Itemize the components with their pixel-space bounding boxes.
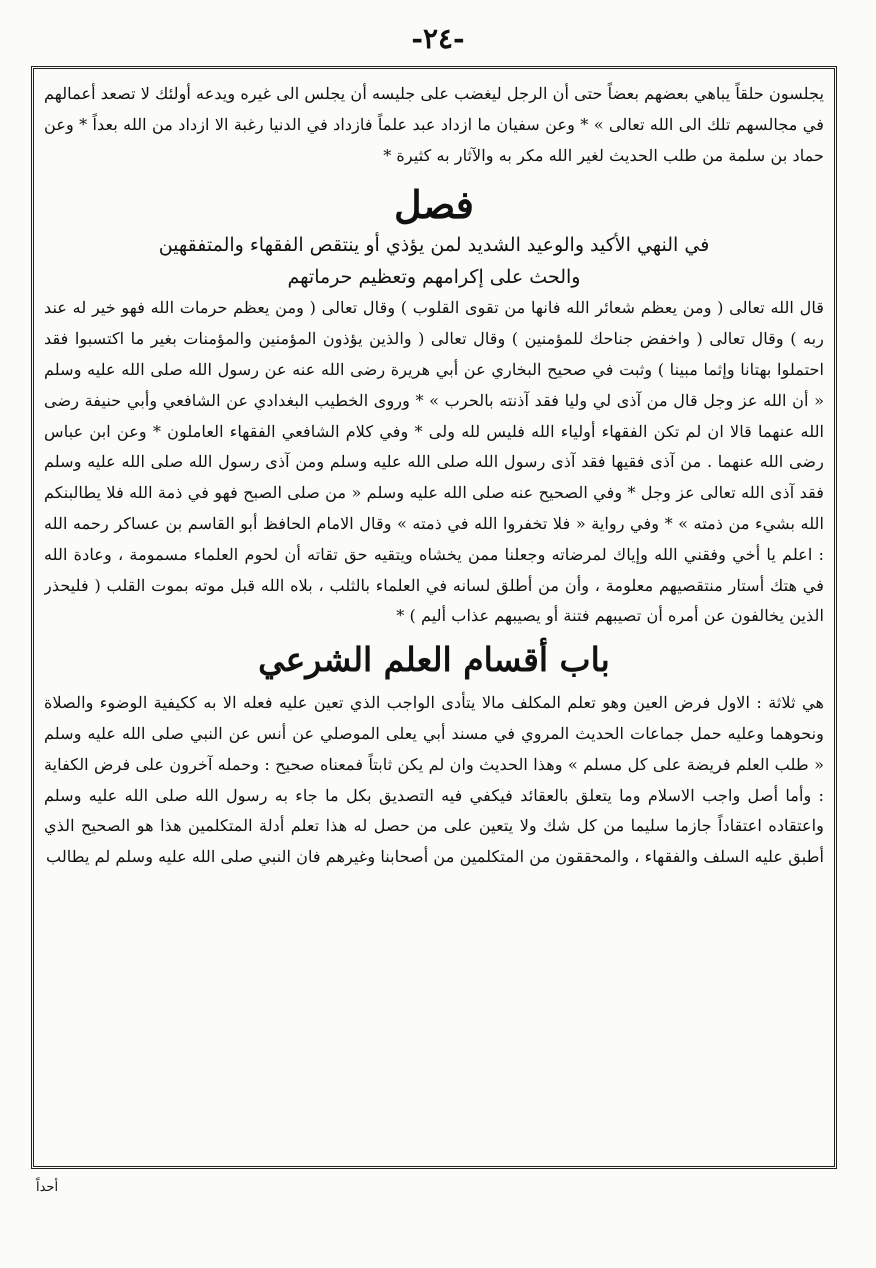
- chapter-heading-bab: باب أقسام العلم الشرعي: [258, 640, 610, 680]
- catchword: أحداً: [36, 1180, 59, 1195]
- section-subheading-1: في النهي الأكيد والوعيد الشديد لمن يؤذي أو ينتقص الفقهاء والمتفقهين: [158, 234, 710, 257]
- section-heading-fasl: فصل: [394, 182, 474, 228]
- paragraph-bab: هي ثلاثة : الاول فرض العين وهو تعلم المكلف مالا يتأدى الواجب الذي تعين عليه فعله الا به ككيفية الوضوء والصلاة ونحوهما وعليه حمل جماعات الحديث المروي في مسند أبي يعلى الموصلي عن أنس عن النبي صلى الله عليه وسلم « طلب العلم فريضة على كل مسلم » وهذا الحديث وان لم يكن ثابتاً فمعناه صحيح : وحمله آخرون على فرض الكفاية : وأما أصل واجب الاسلام وما يتعلق بالعقائد فيكفي فيه التصديق بكل ما جاء به رسول الله صلى الله عليه وسلم واعتقاده اعتقاداً جازما سليما من كل شك ولا يتعين على من حصل له هذا تعلم أدلة المتكلمين هذا هو الصحيح الذي أطبق عليه السلف والفقهاء ، والمحققون من المتكلمين من أصحابنا وغيرهم فان النبي صلى الله عليه وسلم لم يطالب: [44, 693, 824, 867]
- paragraph-main: قال الله تعالى ( ومن يعظم شعائر الله فانها من تقوى القلوب ) وقال تعالى ( ومن يعظم حرمات الله فهو خير له عند ربه ) وقال تعالى ( واخفض جناحك للمؤمنين ) وقال تعالى ( والذين يؤذون المؤمنين والمؤمنات بغير ما اكتسبوا فقد احتملوا بهتانا وإثما مبينا ) وثبت في صحيح البخاري عن أبي هريرة رضى الله عنه عن رسول الله صلى الله عليه وسلم « أن الله عز وجل قال من آذى لي وليا فقد آذنته بالحرب » * وروى الخطيب البغدادي عن الشافعي وأبي حنيفة رضى الله عنهما قالا ان لم تكن الفقهاء أولياء الله فليس لله ولى * وفي كلام الشافعي الفقهاء العاملون * وعن ابن عباس رضى الله عنهما . من آذى فقيها فقد آذى رسول الله صلى الله عليه وسلم ومن آذى رسول الله صلى الله عليه وسلم فقد آذى الله تعالى عز وجل * وفي الصحيح عنه صلى الله عليه وسلم « من صلى الصبح فهو في ذمة الله فلا يطالبنكم الله بشيء من ذمته » * وفي رواية « فلا تخفروا الله في ذمته » وقال الامام الحافظ أبو القاسم بن عساكر رحمه الله : اعلم يا أخي وفقني الله وإياك لمرضاته وجعلنا ممن يخشاه ويتقيه حق تقاته أن لحوم العلماء مسمومة ، وعادة الله في هتك أستار منتقصيهم معلومة ، وأن من أطلق لسانه في العلماء بالثلب ، بلاه الله قبل موته بموت القلب ( فليحذر الذين يخالفون عن أمره أن تصيبهم فتنة أو يصيبهم عذاب أليم ) *: [44, 298, 824, 626]
- page-body: [44, 79, 824, 1160]
- section-subheading-2: والحث على إكرامهم وتعظيم حرماتهم: [287, 266, 581, 289]
- paragraph-top: يجلسون حلقاً يباهي بعضهم بعضاً حتى أن الرجل ليغضب على جليسه أن يجلس الى غيره ويدعه أولئك لا تصعد أعمالهم في مجالسهم تلك الى الله تعالى » * وعن سفيان ما ازداد عبد علماً فازداد في الدنيا رغبة الا ازداد من الله بعداً * وعن حماد بن سلمة من طلب الحديث لغير الله مكر به والآثار به كثيرة *: [44, 84, 824, 165]
- page-number: -٢٤-: [411, 22, 465, 55]
- page-frame: [31, 66, 837, 1169]
